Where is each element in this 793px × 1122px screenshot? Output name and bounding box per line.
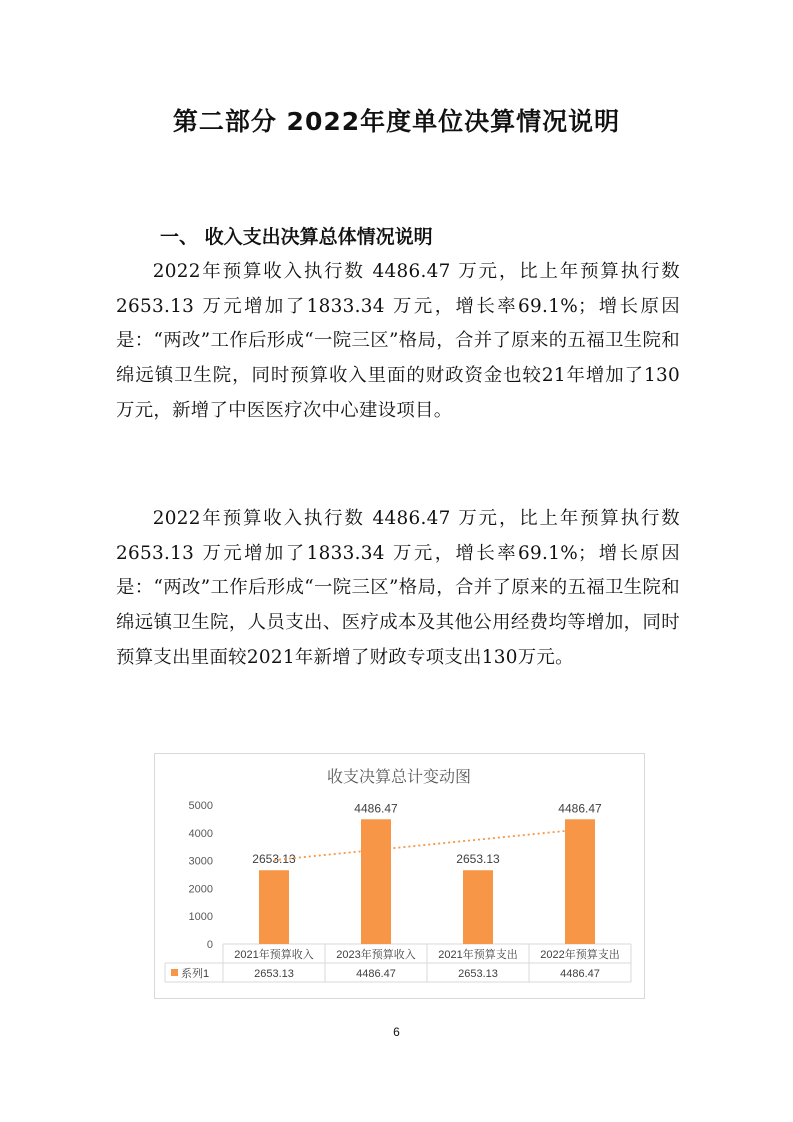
section-heading: 一、 收入支出决算总体情况说明 xyxy=(160,226,433,248)
table-category-label: 2021年预算支出 xyxy=(438,949,518,961)
y-tick-label: 3000 xyxy=(188,855,213,868)
y-tick-label: 4000 xyxy=(188,827,213,840)
trendline xyxy=(274,829,580,860)
bar-chart xyxy=(155,754,644,998)
page-number: 6 xyxy=(393,1025,400,1039)
table-value: 2653.13 xyxy=(254,968,294,980)
chart-container xyxy=(154,753,645,999)
table-value: 4486.47 xyxy=(560,968,600,980)
data-label: 4486.47 xyxy=(354,801,398,816)
chart-title: 收支决算总计变动图 xyxy=(326,769,472,786)
bar xyxy=(259,870,289,944)
y-tick-label: 1000 xyxy=(188,911,213,924)
data-label: 2653.13 xyxy=(252,852,296,867)
legend-swatch xyxy=(171,969,178,976)
paragraph-income: 2022年预算收入执行数 4486.47 万元，比上年预算执行数2653.13 万元增加了1833.34 万元，增长率69.1%；增长原因是：“两改”工作后形成“一院三区”格局，合并了原来的五福卫生院和绵远镇卫生院，同时预算收入里面的财政资金也较21年增加了130万元，新增了中医医疗次中心建设项目。 xyxy=(116,261,680,421)
bar xyxy=(565,819,595,944)
y-tick-label: 2000 xyxy=(188,883,213,896)
table-value: 4486.47 xyxy=(356,968,396,980)
paragraph-expenditure: 2022年预算收入执行数 4486.47 万元，比上年预算执行数2653.13 万元增加了1833.34 万元，增长率69.1%；增长原因是：“两改”工作后形成“一院三区”格局，合并了原来的五福卫生院和绵远镇卫生院，人员支出、医疗成本及其他公用经费均等增加，同时预算支出里面较2021年新增了财政专项支出130万元。 xyxy=(116,508,680,668)
table-category-label: 2021年预算收入 xyxy=(234,949,314,961)
y-tick-label: 0 xyxy=(206,939,213,951)
table-category-label: 2023年预算收入 xyxy=(336,949,416,961)
data-label: 4486.47 xyxy=(558,801,602,816)
data-label: 2653.13 xyxy=(456,852,500,867)
legend-series-name: 系列1 xyxy=(181,968,210,980)
y-tick-label: 5000 xyxy=(188,800,213,812)
page-title: 第二部分 2022年度单位决算情况说明 xyxy=(172,107,621,136)
table-category-label: 2022年预算支出 xyxy=(540,949,620,961)
table-value: 2653.13 xyxy=(458,968,498,980)
bar xyxy=(361,819,391,944)
bar xyxy=(463,870,493,944)
